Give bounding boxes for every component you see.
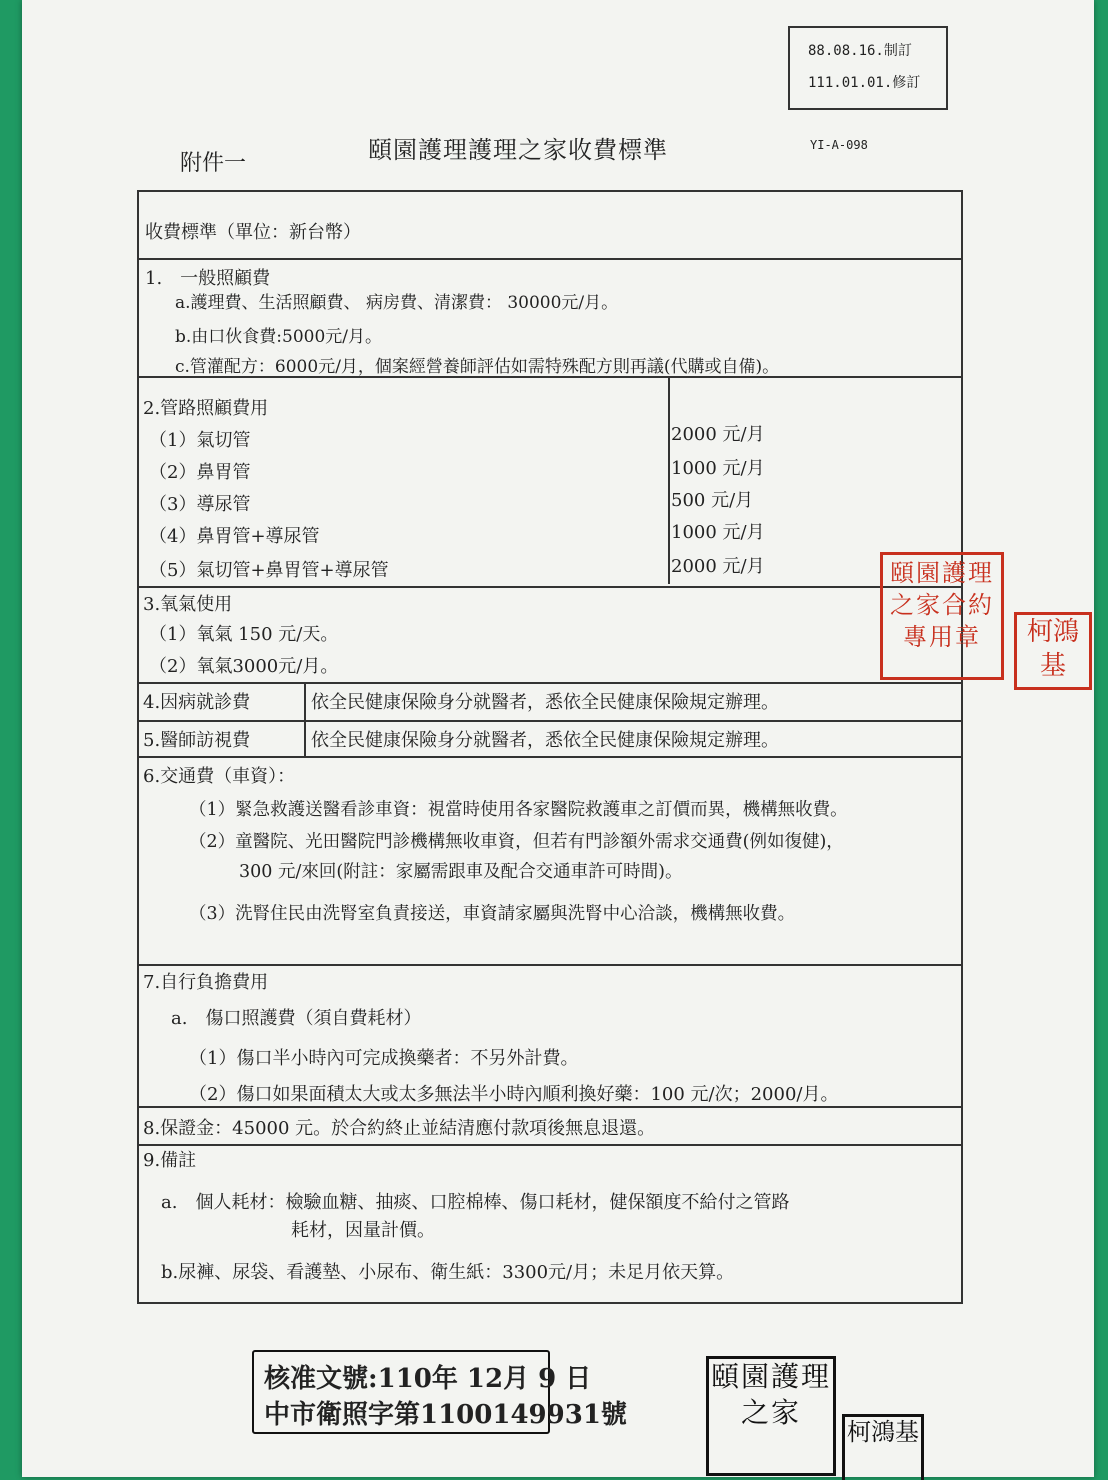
section-1-item-c: c.管灌配方：6000元/月，個案經營養師評估如需特殊配方則再議(代購或自備)。 <box>175 357 780 377</box>
revision-box <box>788 26 948 110</box>
approval-stamp <box>252 1350 627 1434</box>
section-9-title: 9.備註 <box>143 1150 197 1171</box>
row-divider <box>139 1144 961 1146</box>
transport-item: （3）洗腎住民由洗腎室負責接送，車資請家屬與洗腎中心洽談，機構無收費。 <box>189 904 796 924</box>
transport-item-continued: 300 元/來回(附註：家屬需跟車及配合交通車許可時間)。 <box>239 862 683 882</box>
row-divider <box>139 682 961 684</box>
transport-item: （2）童醫院、光田醫院門診機構無收車資，但若有門診額外需求交通費(例如復健)， <box>189 832 844 852</box>
red-seal-small-text: 柯鴻基 <box>1026 617 1079 681</box>
tube-item-name: （4）鼻胃管+導尿管 <box>149 526 320 547</box>
section-1-title: 1. 一般照顧費 <box>145 268 271 289</box>
section-4-text: 依全民健康保險身分就醫者，悉依全民健康保險規定辦理。 <box>311 692 779 713</box>
wound-care-item: （2）傷口如果面積太大或太多無法半小時內順利換好藥：100 元/次；2000/月。 <box>189 1084 839 1105</box>
row-divider <box>139 720 961 722</box>
label-column-divider <box>304 684 306 756</box>
tube-item-price: 500 元/月 <box>671 490 754 511</box>
tube-item-name: （1）氣切管 <box>149 430 251 451</box>
tube-item-name: （3）導尿管 <box>149 494 251 515</box>
tube-item-price: 1000 元/月 <box>671 522 765 543</box>
remark-item-b: b.尿褲、尿袋、看護墊、小尿布、衛生紙：3300元/月；未足月依天算。 <box>161 1262 735 1283</box>
section-5-label: 5.醫師訪視費 <box>143 730 251 751</box>
fee-table <box>137 190 963 1304</box>
black-seal-small <box>842 1414 924 1480</box>
attachment-label: 附件一 <box>180 151 247 176</box>
section-8-text: 8.保證金：45000 元。於合約終止並結清應付款項後無息退還。 <box>143 1118 656 1139</box>
tube-item-price: 1000 元/月 <box>671 458 765 479</box>
red-seal-small <box>1014 612 1092 690</box>
document-code: YI-A-098 <box>810 138 868 152</box>
red-seal-large <box>880 552 1004 680</box>
tube-item-price: 2000 元/月 <box>671 556 765 577</box>
row-divider <box>139 1106 961 1108</box>
remark-item-a-continued: 耗材，因量計價。 <box>291 1220 435 1241</box>
row-divider <box>139 964 961 966</box>
wound-care-heading: a. 傷口照護費（須自費耗材） <box>171 1008 422 1029</box>
revision-enacted: 88.08.16.制訂 <box>808 43 912 59</box>
section-5-text: 依全民健康保險身分就醫者，悉依全民健康保險規定辦理。 <box>311 730 779 751</box>
approval-date: 核准文號:110年 12月 9 日 <box>264 1364 592 1394</box>
section-6-title: 6.交通費（車資）： <box>143 766 296 787</box>
section-1-item-b: b.由口伙食費:5000元/月。 <box>175 327 383 347</box>
row-divider <box>139 586 961 588</box>
tube-item-name: （5）氣切管+鼻胃管+導尿管 <box>149 560 389 581</box>
approval-number: 中市衛照字第1100149931號 <box>264 1400 627 1430</box>
black-seal-large <box>706 1356 836 1476</box>
row-divider <box>139 756 961 758</box>
oxygen-item: （2）氧氣3000元/月。 <box>149 656 339 677</box>
page-title: 頤園護理護理之家收費標準 <box>368 136 668 164</box>
tube-item-name: （2）鼻胃管 <box>149 462 251 483</box>
table-header: 收費標準（單位：新台幣） <box>145 222 361 243</box>
section-3-title: 3.氧氣使用 <box>143 594 233 615</box>
red-seal-text: 頤園護理之家合約專用章 <box>890 559 994 651</box>
black-seal-small-text: 柯鴻基 <box>847 1418 919 1446</box>
black-seal-text: 頤園護理之家 <box>710 1360 831 1429</box>
transport-item: （1）緊急救護送醫看診車資：視當時使用各家醫院救護車之訂價而異，機構無收費。 <box>189 800 848 820</box>
price-column-divider <box>668 378 670 584</box>
revision-revised: 111.01.01.修訂 <box>808 75 921 91</box>
section-7-title: 7.自行負擔費用 <box>143 972 269 993</box>
oxygen-item: （1）氧氣 150 元/天。 <box>149 624 339 645</box>
tube-item-price: 2000 元/月 <box>671 424 765 445</box>
section-1-item-a: a.護理費、生活照顧費、 病房費、清潔費： 30000元/月。 <box>175 293 619 313</box>
remark-item-a: a. 個人耗材：檢驗血糖、抽痰、口腔棉棒、傷口耗材，健保額度不給付之管路 <box>161 1192 790 1213</box>
row-divider <box>139 258 961 260</box>
section-2-title: 2.管路照顧費用 <box>143 398 269 419</box>
section-4-label: 4.因病就診費 <box>143 692 251 713</box>
wound-care-item: （1）傷口半小時內可完成換藥者：不另外計費。 <box>189 1048 579 1069</box>
